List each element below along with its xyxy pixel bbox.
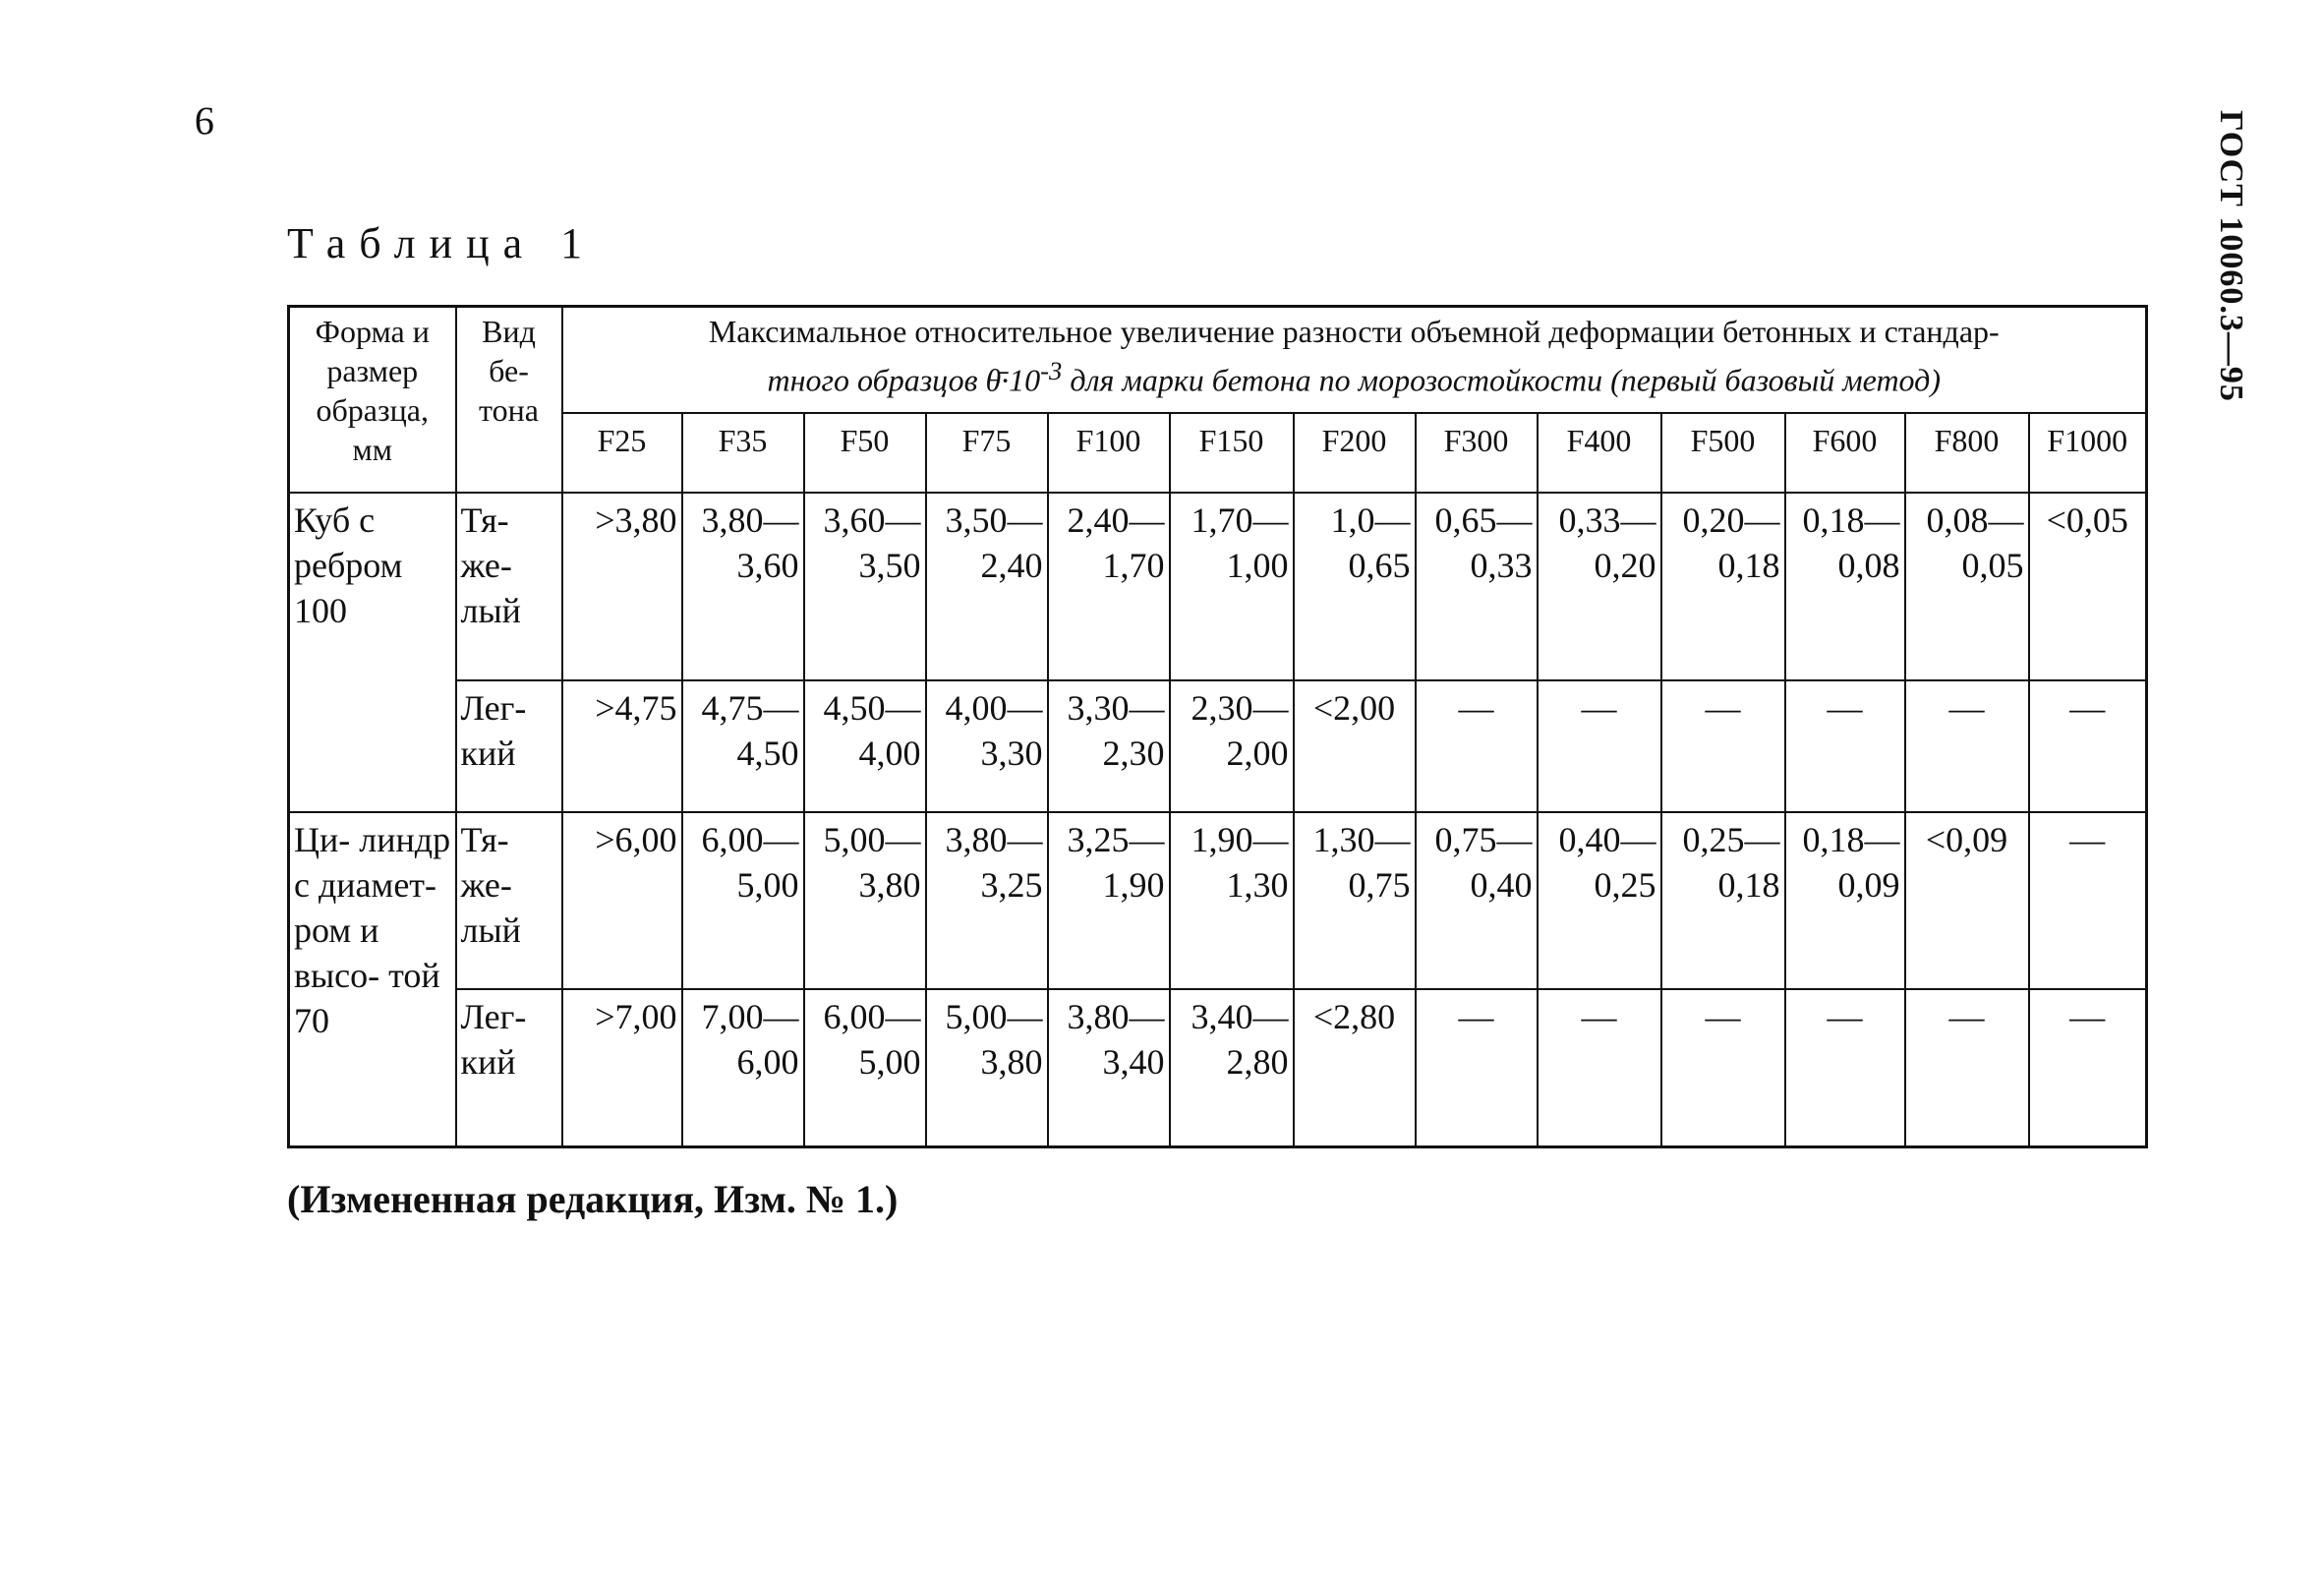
value-cell: — [1905,680,2029,813]
row-form-cylinder: Ци- линдр с диамет- ром и высо- той 70 [289,812,456,1146]
value-cell: — [1661,989,1785,1147]
document-code: ГОСТ 10060.3—95 [2213,110,2249,402]
value-cell: — [1538,680,1661,813]
page-number: 9 [195,99,214,144]
value-cell: 0,40— 0,25 [1538,812,1661,988]
grade-header: F400 [1538,413,1661,492]
grade-header: F600 [1785,413,1905,492]
value-cell: 0,65— 0,33 [1416,493,1538,680]
value-cell: 1,70— 1,00 [1170,493,1294,680]
value-cell: — [1416,680,1538,813]
value-cell: >7,00 [562,989,682,1147]
grade-header: F35 [682,413,804,492]
value-cell: — [2029,989,2147,1147]
grade-header: F500 [1661,413,1785,492]
value-cell: 3,25— 1,90 [1048,812,1170,988]
value-cell: 0,08— 0,05 [1905,493,2029,680]
value-cell: 3,80— 3,40 [1048,989,1170,1147]
concrete-type-cell: Лег- кий [456,989,562,1147]
value-cell: — [1416,989,1538,1147]
value-cell: 4,50— 4,00 [804,680,926,813]
value-cell: — [1538,989,1661,1147]
value-cell: 3,80— 3,60 [682,493,804,680]
value-cell: 4,00— 3,30 [926,680,1048,813]
value-cell: <0,05 [2029,493,2147,680]
value-cell: 5,00— 3,80 [804,812,926,988]
value-cell: >6,00 [562,812,682,988]
value-cell: 3,50— 2,40 [926,493,1048,680]
value-cell: 4,75— 4,50 [682,680,804,813]
value-cell: >3,80 [562,493,682,680]
header-text-part2: тного образцов θ̄·10 [767,362,1041,398]
value-cell: 5,00— 3,80 [926,989,1048,1147]
value-cell: 0,75— 0,40 [1416,812,1538,988]
value-cell: 2,30— 2,00 [1170,680,1294,813]
grade-header: F200 [1294,413,1416,492]
header-text-part1: Максимальное относительное увеличение разности объемной деформации бетонных и стандар- [708,314,2000,349]
value-cell: — [1785,680,1905,813]
header-concrete-type: Вид бе- тона [456,307,562,493]
value-cell: 3,30— 2,30 [1048,680,1170,813]
value-cell: 0,18— 0,09 [1785,812,1905,988]
row-form-cube: Куб с ребром 100 [289,493,456,813]
grade-header: F800 [1905,413,2029,492]
value-cell: <2,00 [1294,680,1416,813]
value-cell: 6,00— 5,00 [682,812,804,988]
grade-header: F50 [804,413,926,492]
value-cell: 6,00— 5,00 [804,989,926,1147]
value-cell: 3,80— 3,25 [926,812,1048,988]
value-cell: — [1905,989,2029,1147]
grade-header: F1000 [2029,413,2147,492]
frost-resistance-table [287,305,2148,1148]
grade-header: F25 [562,413,682,492]
value-cell: — [2029,680,2147,813]
value-cell: — [1661,680,1785,813]
table-caption: Таблица 1 [287,219,597,267]
value-cell: 1,0— 0,65 [1294,493,1416,680]
value-cell: 1,30— 0,75 [1294,812,1416,988]
concrete-type-cell: Лег- кий [456,680,562,813]
value-cell: — [2029,812,2147,988]
header-text-part3: для марки бетона по морозостойкости (первый базовый метод) [1062,362,1941,398]
header-max-increase [562,307,2147,414]
value-cell: >4,75 [562,680,682,813]
value-cell: 0,20— 0,18 [1661,493,1785,680]
grade-header: F100 [1048,413,1170,492]
value-cell: 7,00— 6,00 [682,989,804,1147]
value-cell: <2,80 [1294,989,1416,1147]
header-form-size: Форма и размер образца, мм [289,307,456,493]
value-cell: 0,33— 0,20 [1538,493,1661,680]
value-cell: 0,18— 0,08 [1785,493,1905,680]
concrete-type-cell: Тя- же- лый [456,812,562,988]
value-cell: 3,40— 2,80 [1170,989,1294,1147]
value-cell: 1,90— 1,30 [1170,812,1294,988]
grade-header: F300 [1416,413,1538,492]
footnote-revision: (Измененная редакция, Изм. № 1.) [287,1177,899,1221]
concrete-type-cell: Тя- же- лый [456,493,562,680]
value-cell: 3,60— 3,50 [804,493,926,680]
grade-header: F75 [926,413,1048,492]
grade-header: F150 [1170,413,1294,492]
value-cell: 0,25— 0,18 [1661,812,1785,988]
value-cell: — [1785,989,1905,1147]
value-cell: <0,09 [1905,812,2029,988]
value-cell: 2,40— 1,70 [1048,493,1170,680]
header-exponent: -3 [1040,356,1063,385]
